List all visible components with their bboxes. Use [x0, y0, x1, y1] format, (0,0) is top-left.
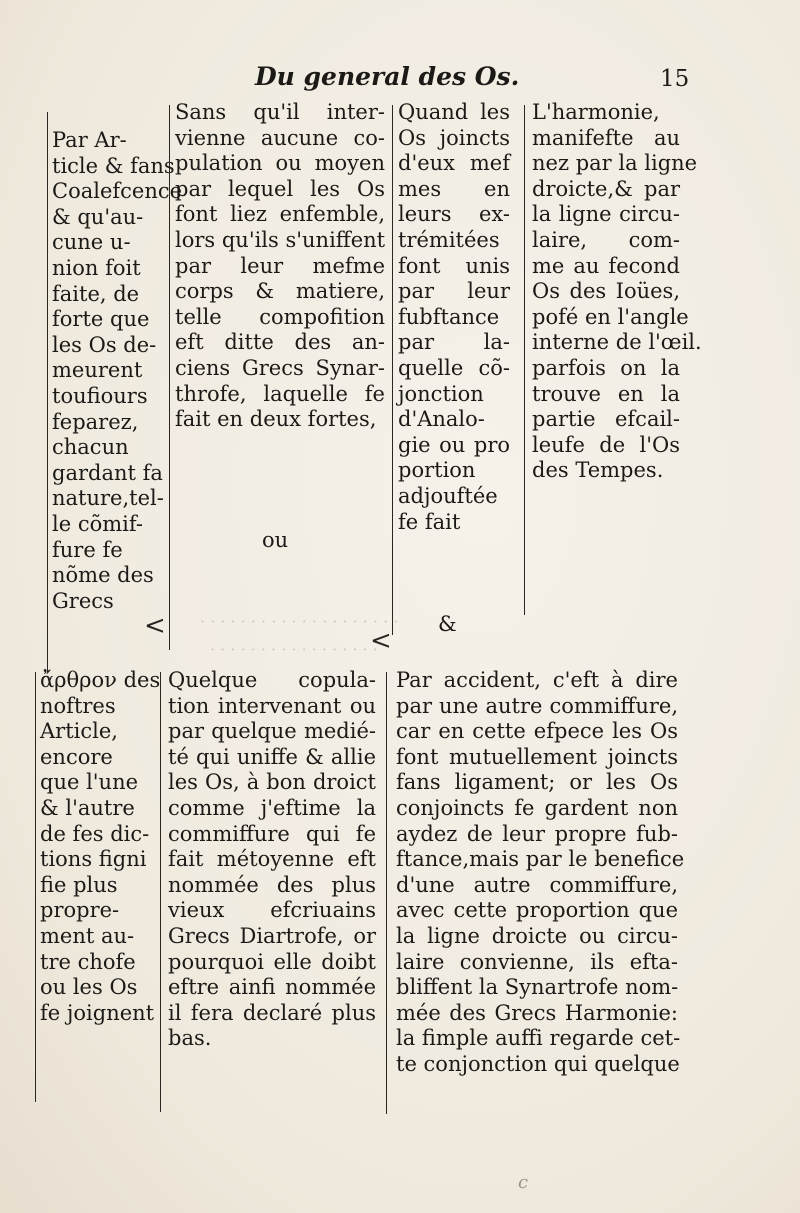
text-line: ciens Grecs Synar- [175, 355, 385, 380]
text-line: que l'une [40, 770, 139, 795]
text-line: les Os de- [52, 332, 157, 357]
text-line: faite, de [52, 281, 140, 306]
text-line: chacun [52, 435, 129, 460]
text-line: interne de l'œil. [532, 330, 702, 355]
text-line: il fera declaré plus [168, 1000, 376, 1025]
top-col-2 [175, 100, 385, 433]
alternative-ou: ou [262, 528, 289, 552]
bracket-rule [35, 672, 36, 1102]
text-line: avec cette proportion que [396, 898, 678, 923]
text-line: eft ditte des an- [175, 330, 385, 355]
text-line: fans ligament; or les Os [396, 770, 678, 795]
text-line: nature,tel- [52, 486, 164, 511]
text-line: fubftance [398, 304, 500, 329]
text-line: té qui uniffe & allie [168, 744, 376, 769]
text-line: d'Analo- [398, 407, 485, 432]
text-line: fe joignent [40, 1000, 155, 1025]
text-line: bas. [168, 1026, 212, 1051]
text-line: bliffent la Synartrofe nom- [396, 975, 679, 1000]
text-line: forte que [52, 307, 150, 332]
text-line: fe fait [398, 509, 461, 534]
text-line: pofé en l'angle [532, 304, 689, 329]
text-line: laire, com- [532, 227, 680, 252]
bracket-rule [392, 105, 393, 635]
text-line: la fimple auffi regarde cet- [396, 1026, 681, 1051]
text-line: me au fecond [532, 253, 680, 278]
text-line: ἄρθρον des [40, 668, 161, 692]
text-line: gie ou pro [398, 432, 510, 457]
text-line: portion [398, 458, 476, 483]
text-line: te conjonction qui quelque [396, 1051, 680, 1076]
text-line: tions figni [40, 847, 147, 872]
text-line: trémitées [398, 227, 500, 252]
show-through: · · · · · · · · · · · · · · · · · · · · [200, 612, 399, 631]
text-line: par leur [398, 279, 510, 304]
bracket-rule [47, 112, 48, 672]
bracket-rule [160, 672, 161, 1112]
text-line: droicte,& par [532, 176, 680, 201]
text-line: fait métoyenne eft [168, 847, 376, 872]
brace-mark: < [144, 611, 166, 641]
bottom-col-2 [168, 668, 376, 1052]
text-line: tre chofe [40, 949, 136, 974]
text-line: d'eux mef [398, 151, 510, 176]
bracket-rule [386, 672, 387, 1114]
text-line: par la- [398, 330, 510, 355]
text-line: jonction [398, 381, 484, 406]
bracket-rule [169, 105, 170, 650]
text-line: font liez enfemble, [175, 202, 385, 227]
bottom-col-3 [396, 668, 685, 1078]
text-line: Article, [40, 719, 118, 744]
text-line: par quelque medié- [168, 719, 376, 744]
text-line: Os joincts [398, 125, 510, 150]
text-line: eftre ainfi nommée [168, 975, 376, 1000]
text-line: fure fe [52, 537, 123, 562]
text-line: fait en deux fortes, [175, 407, 377, 432]
text-line: mes en [398, 176, 510, 201]
text-line: la ligne circu- [532, 202, 680, 227]
text-line: Grecs Diartrofe, or [168, 923, 376, 948]
text-line: L'harmonie, [532, 100, 660, 124]
text-line: Os des Ioües, [532, 279, 680, 304]
show-through: · · · · · · · · · · · · · · · · · [210, 640, 378, 659]
text-line: & qu'au- [52, 204, 144, 229]
top-col-1 [52, 128, 183, 614]
text-line: trouve en la [532, 381, 680, 406]
text-line: commiffure qui fe [168, 821, 376, 846]
top-col-4 [532, 100, 702, 484]
text-line: encore [40, 744, 113, 769]
text-line: les Os, à bon droict [168, 770, 376, 795]
running-title: Du general des Os. [255, 62, 520, 91]
text-line: car en cette efpece les Os [396, 719, 678, 744]
text-line: Par accident, c'eft à dire [396, 668, 678, 692]
text-line: tion intervenant ou [168, 693, 376, 718]
text-line: pulation ou moyen [175, 151, 385, 176]
text-line: noftres [40, 693, 116, 718]
text-line: & l'autre [40, 795, 135, 820]
text-line: partie efcail- [532, 407, 680, 432]
text-line: Quelque copula- [168, 668, 376, 692]
text-line: cune u- [52, 230, 131, 255]
bracket-rule [524, 105, 525, 615]
text-line: nõme des [52, 563, 154, 588]
text-line: quelle cõ- [398, 355, 510, 380]
text-line: la ligne droicte ou circu- [396, 923, 678, 948]
text-line: propre- [40, 898, 120, 923]
text-line: pourquoi elle doibt [168, 949, 376, 974]
text-line: mée des Grecs Harmonie: [396, 1000, 678, 1025]
bottom-col-1 [40, 668, 161, 1026]
text-line: corps & matiere, [175, 279, 385, 304]
text-line: Grecs [52, 588, 114, 613]
top-col-3 [398, 100, 510, 535]
text-line: Sans qu'il inter- [175, 100, 385, 124]
text-line: ticle & fans [52, 153, 175, 178]
text-line: meurent [52, 358, 143, 383]
text-line: par lequel les Os [175, 176, 385, 201]
text-line: ou les Os [40, 975, 138, 1000]
text-line: adjouftée [398, 483, 498, 508]
brace-mark: < [370, 626, 392, 656]
text-line: leufe de l'Os [532, 432, 680, 457]
text-line: vieux efcriuains [168, 898, 376, 923]
text-line: throfe, laquelle fe [175, 381, 385, 406]
text-line: le cõmif- [52, 511, 143, 536]
text-line: manifefte au [532, 125, 680, 150]
text-line: aydez de leur propre fub- [396, 821, 678, 846]
text-line: laire convienne, ils efta- [396, 949, 678, 974]
text-line: lors qu'ils s'uniffent [175, 227, 386, 252]
text-line: parfois on la [532, 355, 680, 380]
text-line: comme j'eftime la [168, 795, 376, 820]
text-line: de fes dic- [40, 821, 150, 846]
text-line: fie plus [40, 872, 118, 897]
page-number: 15 [660, 66, 690, 92]
text-line: nez par la ligne [532, 151, 698, 176]
text-line: Par Ar- [52, 128, 127, 152]
text-line: par leur mefme [175, 253, 385, 278]
text-line: vienne aucune co- [175, 125, 385, 150]
text-line: telle compofition [175, 304, 385, 329]
text-line: nion foit [52, 255, 141, 280]
text-line: ment au- [40, 923, 135, 948]
text-line: d'une autre commiffure, [396, 872, 678, 897]
text-line: leurs ex- [398, 202, 510, 227]
ampersand: & [438, 612, 457, 636]
text-line: conjoincts fe gardent non [396, 795, 678, 820]
text-line: par une autre commiffure, [396, 693, 678, 718]
text-line: des Tempes. [532, 458, 664, 483]
text-line: nommée des plus [168, 872, 376, 897]
text-line: Coalefcence [52, 179, 183, 204]
text-line: font mutuellement joincts [396, 744, 678, 769]
text-line: feparez, [52, 409, 139, 434]
text-line: font unis [398, 253, 510, 278]
signature-mark: c [518, 1172, 529, 1193]
text-line: gardant fa [52, 460, 163, 485]
text-line: Quand les [398, 100, 510, 124]
text-line: ftance,mais par le benefice [396, 847, 685, 872]
text-line: toufiours [52, 383, 148, 408]
